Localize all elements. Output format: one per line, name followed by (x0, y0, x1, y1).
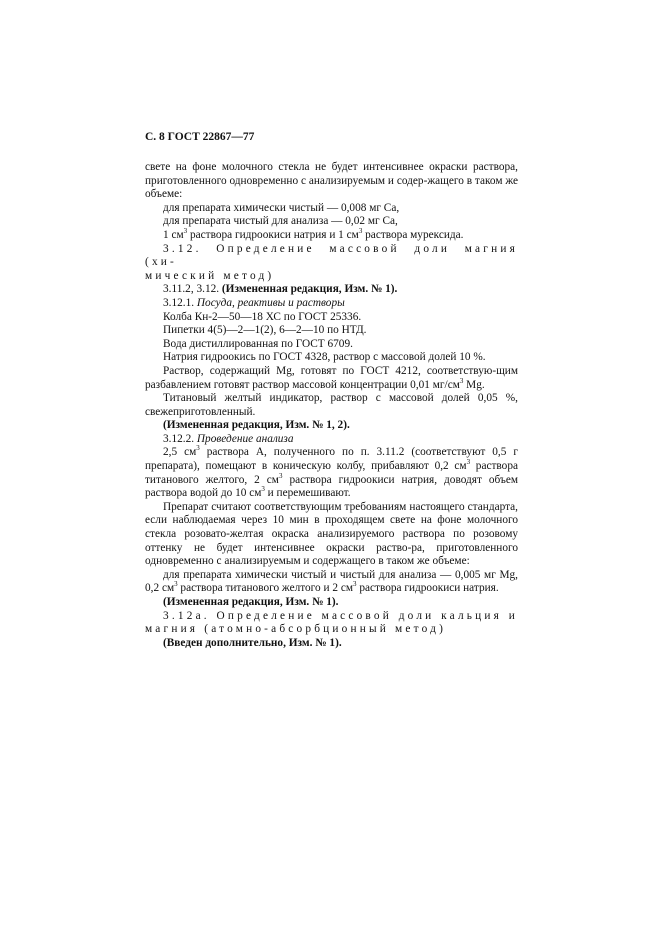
amendment-note: (Измененная редакция, Изм. № 1, 2). (163, 419, 350, 432)
paragraph: для препарата химически чистый — 0,008 мг Са, (163, 201, 400, 214)
paragraph: для препарата чистый для анализа — 0,02 мг Са, (163, 215, 398, 228)
text: раствора титанового желтого, 2 см (145, 460, 518, 486)
paragraph: Колба Кн-2—50—18 ХС по ГОСТ 25336. (163, 310, 362, 323)
paragraph (145, 433, 518, 447)
section-heading: 3.12. Определение массовой доли магния (хи- (145, 242, 518, 269)
text: и перемешивают. (264, 487, 351, 500)
paragraph (145, 297, 518, 311)
subsection-title: Проведение анализа (196, 432, 294, 445)
subsection-title: Посуда, реактивы и растворы (196, 296, 345, 309)
paragraph: Натрия гидроокись по ГОСТ 4328, раствор с массовой долей 10 %. (163, 351, 486, 364)
paragraph (145, 446, 518, 500)
text: раствора гидроокиси натрия, доводят объем раствора водой до 10 см (145, 473, 518, 500)
text: 1 см (163, 228, 184, 241)
superscript: 3 (278, 471, 283, 480)
text: раствора мурексида. (362, 228, 464, 241)
paragraph: Вода дистиллированная по ГОСТ 6709. (163, 337, 353, 350)
text: для препарата химически чистый и чистый для анализа — 0,005 мг Mg, 0,2 см (145, 568, 518, 595)
text: 2,5 см (163, 446, 197, 459)
paragraph: Препарат считают соответствующим требованиям настоящего стандарта, если наблюдаемая через 10 мин в проходящем свете на фоне молочного стекла розовато-желтая окраска анализируемого раствора по розовому оттенку не будет интенсивнее окраски раство-ра, приготовленного одновременно с анализируемым и содержащего в таком же объеме: (145, 500, 518, 568)
text: 3.11.2, 3.12. (163, 283, 222, 296)
paragraph (145, 365, 518, 392)
superscript: 3 (196, 444, 200, 453)
superscript: 3 (466, 458, 471, 467)
document-page (145, 130, 518, 650)
text: Раствор, содержащий Mg, готовят по ГОСТ 4212, соответствую-щим разбавлением готовят раствор массовой концентрации 0,01 мг/см (145, 364, 518, 391)
superscript: 3 (261, 485, 265, 494)
text: 3.12.1. (163, 296, 197, 309)
text: раствора гидроокиси натрия. (356, 582, 499, 595)
paragraph (145, 569, 518, 596)
paragraph: Титановый желтый индикатор, раствор с массовой долей 0,05 %, свежеприготовленный. (145, 392, 518, 418)
paragraph (145, 229, 518, 243)
page-header: С. 8 ГОСТ 22867—77 (145, 131, 255, 143)
superscript: 3 (358, 227, 363, 236)
superscript: 3 (459, 376, 464, 385)
paragraph: свете на фоне молочного стекла не будет интенсивнее окраски раствора, приготовленного одновременно с анализируемым и содер-жащего в таком же объеме: (145, 161, 518, 201)
text: раствора А, полученного по п. 3.11.2 (соответствуют 0,5 г препарата), помещают в коническую колбу, прибавляют 0,2 см (145, 446, 518, 473)
superscript: 3 (174, 580, 178, 589)
text: Mg. (463, 378, 485, 391)
amendment-note: (Измененная редакция, Изм. № 1). (163, 596, 339, 608)
text: раствора титанового желтого и 2 см (177, 582, 354, 595)
section-heading: 3.12а. Определение массовой доли кальция и (163, 609, 518, 622)
section-heading: магния (атомно-абсорбционный метод) (145, 623, 447, 636)
paragraph: Пипетки 4(5)—2—1(2), 6—2—10 по НТД. (163, 324, 367, 337)
superscript: 3 (353, 580, 357, 589)
section-heading: мический метод) (145, 269, 275, 282)
text: 3.12.2. (163, 432, 197, 445)
superscript: 3 (183, 227, 188, 236)
amendment-note: (Измененная редакция, Изм. № 1). (221, 283, 398, 296)
paragraph (145, 283, 518, 297)
amendment-note: (Введен дополнительно, Изм. № 1). (163, 636, 342, 649)
text: раствора гидроокиси натрия и 1 см (187, 228, 359, 241)
